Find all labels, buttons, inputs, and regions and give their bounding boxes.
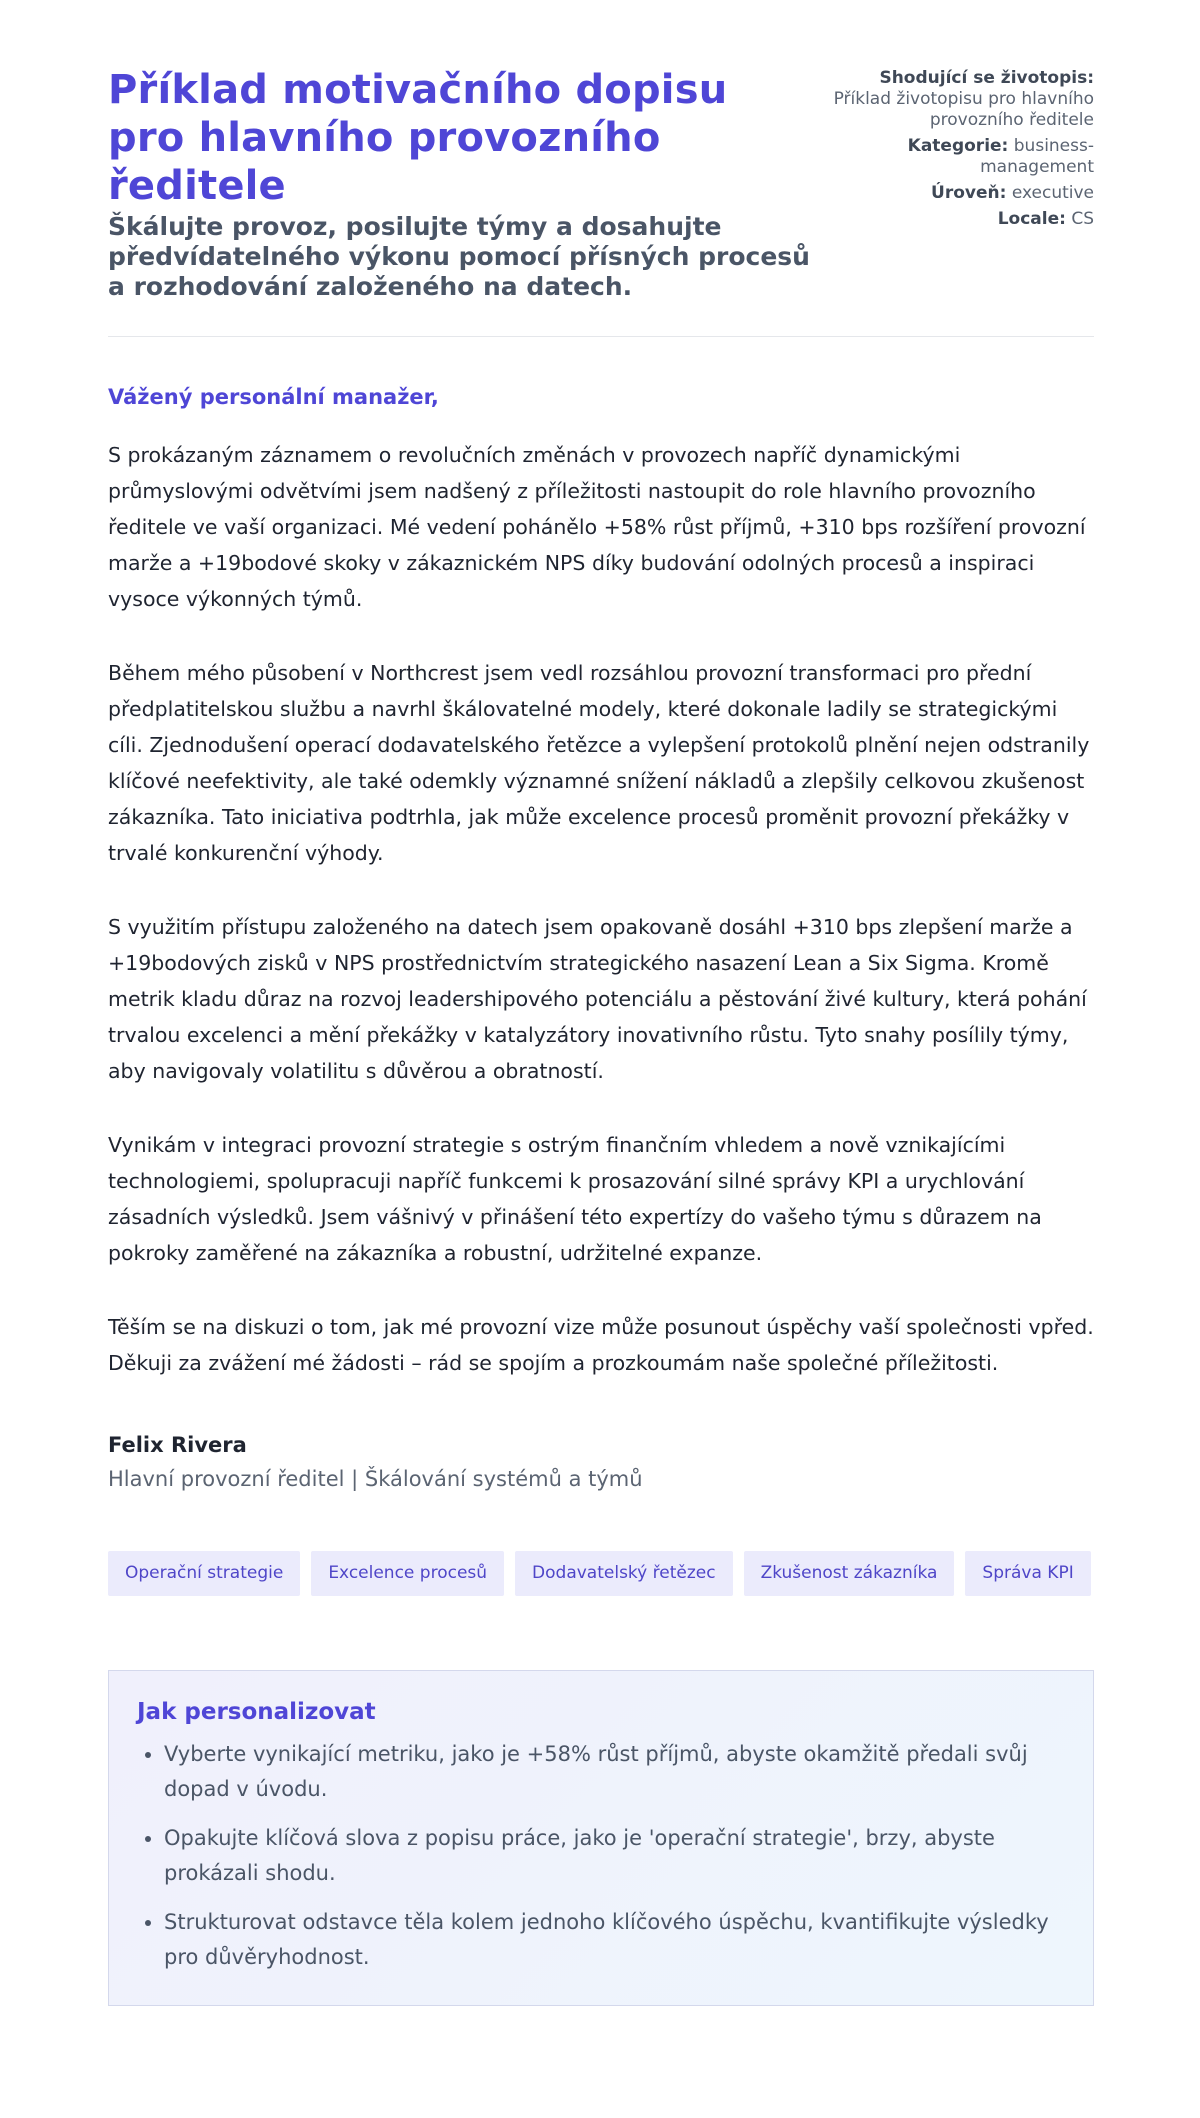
letter-paragraph: Během mého působení v Northcrest jsem vedl rozsáhlou provozní transformaci pro přední předplatitelskou službu a navrhl škálovatelné modely, které dokonale ladily se strategickými cíli. Zjednodušení operací dodavatelského řetězce a vylepšení protokolů plnění nejen odstranily klíčové neefektivity, ale také odemkly významné snížení nákladů a zlepšily celkovou zkušenost zákazníka. Tato iniciativa podtrhla, jak může excelence procesů proměnit provozní překážky v trvalé konkurenční výhody. (108, 661, 1090, 865)
skill-tag[interactable]: Správa KPI (965, 1551, 1090, 1596)
page-subtitle: Škálujte provoz, posilujte týmy a dosahujte předvídatelného výkonu pomocí přísných procesů a rozhodování založeného na datech. (108, 212, 810, 301)
tip-item: • Strukturovat odstavce těla kolem jednoho klíčového úspěchu, kvantifikujte výsledky pro důvěryhodnost. (164, 1905, 1065, 1975)
meta-category-value: business-management (980, 136, 1094, 177)
page-title: Příklad motivačního dopisu pro hlavního provozního ředitele (108, 67, 728, 209)
skill-tag[interactable]: Zkušenost zákazníka (744, 1551, 955, 1596)
letter-salutation: Vážený personální manažer, (108, 385, 439, 409)
header-titles (108, 66, 811, 302)
meta-level-label: Úroveň: (931, 183, 1007, 203)
tips-title: Jak personalizovat (137, 1699, 376, 1725)
letter-paragraph: Těším se na diskuzi o tom, jak mé provozní vize může posunout úspěchy vaší společnosti vpřed. Děkuji za zvážení mé žádosti – rád se spojím a prozkoumám naše společné příležitosti. (108, 1315, 1094, 1375)
signature-block (108, 1433, 1094, 1491)
skill-tags (108, 1551, 1094, 1596)
meta-resume-value[interactable]: Příklad životopisu pro hlavního provozního ředitele (833, 89, 1094, 130)
meta-category-label: Kategorie: (907, 136, 1009, 156)
meta-level (811, 183, 1094, 204)
tip-item: • Vyberte vynikající metriku, jako je +58% růst příjmů, abyste okamžitě předali svůj dopad v úvodu. (164, 1737, 1065, 1807)
skill-tag[interactable]: Operační strategie (108, 1551, 300, 1596)
page-header (108, 66, 1094, 337)
signature-name: Felix Rivera (108, 1433, 247, 1457)
meta-category (811, 136, 1094, 178)
letter-paragraph: Vynikám v integraci provozní strategie s ostrým finančním vhledem a nově vznikajícími technologiemi, spolupracuji napříč funkcemi k prosazování silné správy KPI a urychlování zásadních výsledků. Jsem vášnivý v přinášení této expertízy do vašeho týmu s důrazem na pokroky zaměřené na zákazníka a robustní, udržitelné expanze. (108, 1133, 1042, 1265)
skill-tag[interactable]: Dodavatelský řetězec (515, 1551, 733, 1596)
tips-list (137, 1737, 1065, 1975)
signature-title: Hlavní provozní ředitel | Škálování systémů a týmů (108, 1467, 643, 1491)
letter-paragraph: S využitím přístupu založeného na datech jsem opakovaně dosáhl +310 bps zlepšení marže a +19bodových zisků v NPS prostřednictvím strategického nasazení Lean a Six Sigma. Kromě metrik kladu důraz na rozvoj leadershipového potenciálu a pěstování živé kultury, která pohání trvalou excelenci a mění překážky v katalyzátory inovativního růstu. Tyto snahy posílily týmy, aby navigovaly volatilitu s důvěrou a obratností. (108, 915, 1087, 1083)
meta-panel (811, 66, 1094, 235)
letter-paragraph: S prokázaným záznamem o revolučních změnách v provozech napříč dynamickými průmyslovými odvětvími jsem nadšený z příležitosti nastoupit do role hlavního provozního ředitele ve vaší organizaci. Mé vedení pohánělo +58% růst příjmů, +310 bps rozšíření provozní marže a +19bodové skoky v zákaznickém NPS díky budování odolných procesů a inspiraci vysoce výkonných týmů. (108, 443, 1086, 611)
meta-locale (811, 209, 1094, 230)
tip-item: • Opakujte klíčová slova z popisu práce, jako je 'operační strategie', brzy, abyste prokázali shodu. (164, 1821, 1065, 1891)
letter-body (108, 437, 1094, 1381)
meta-resume (811, 68, 1094, 131)
meta-resume-label: Shodující se životopis: (879, 68, 1094, 88)
cover-letter-container (108, 66, 1094, 2006)
meta-locale-value: CS (1071, 209, 1094, 229)
personalization-tips (108, 1670, 1094, 2006)
meta-locale-label: Locale: (997, 209, 1066, 229)
meta-level-value: executive (1011, 183, 1094, 203)
skill-tag[interactable]: Excelence procesů (311, 1551, 504, 1596)
